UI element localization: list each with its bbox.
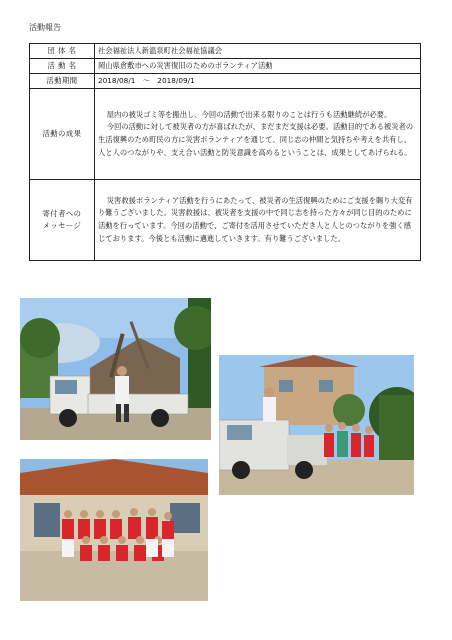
results-text	[95, 89, 421, 180]
message-label-line-2: メッセージ	[42, 221, 82, 230]
row-activity	[30, 59, 421, 74]
activity-value: 岡山県倉敷市への災害復旧のためのボランティア活動	[95, 59, 421, 74]
period-value: 2018/08/1 ～ 2018/09/1	[95, 74, 421, 89]
period-label: 活動期間	[30, 74, 95, 89]
row-results	[30, 89, 421, 180]
row-organization	[30, 44, 421, 59]
message-text	[95, 180, 421, 261]
results-label: 活動の成果	[30, 89, 95, 180]
row-period	[30, 74, 421, 89]
photo-truck-debris	[20, 298, 211, 440]
activity-label: 活 動 名	[30, 59, 95, 74]
row-message	[30, 180, 421, 261]
report-table	[29, 43, 421, 261]
org-label: 団 体 名	[30, 44, 95, 59]
photo-group-red-vests	[20, 459, 208, 601]
report-heading: 活動報告	[29, 23, 61, 32]
message-label	[30, 180, 95, 261]
photo-volunteers-house	[219, 355, 414, 495]
results-paragraph-2: 今回の活動に対して被災者の方が喜ばれたが、まだまだ支援は必要。活動目的である被災者の生活復興のため町民の方に災害ボランティアを通じて、同じ志の仲間と気持ちや考えを共有し、人と人のつながりや、支え合い活動と防災意識を高めるということは、成果としてあげられる。	[98, 122, 414, 157]
results-paragraph-1: 屋内の被災ゴミ等を搬出し、今回の活動で出来る限りのことは行うも活動継続が必要。	[106, 109, 392, 119]
message-paragraph: 災害救援ボランティア活動を行うにあたって、被災者の生活復興のためにご支援を賜り大変有り難うございました。災害救援は、被災者を支援の中で同じ志を持った方々が同じ目的のために活動を行っています。今回の活動で、ご寄付を活用させていただき人と人とのつながりを強く感じております。今後とも活動に邁進していきます。有り難うございました。	[98, 195, 413, 243]
org-value: 社会福祉法人新温泉町社会福祉協議会	[95, 44, 421, 59]
message-label-line-1: 寄付者への	[42, 209, 82, 218]
